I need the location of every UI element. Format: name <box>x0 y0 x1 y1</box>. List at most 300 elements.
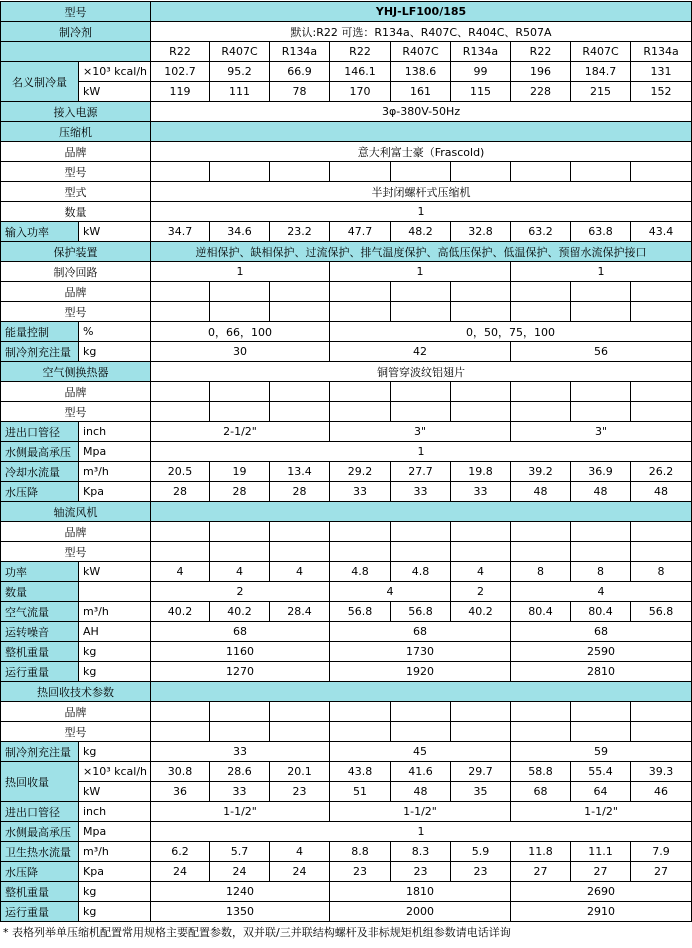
table-cell: 水压降 <box>1 482 79 502</box>
table-cell: 78 <box>270 82 330 102</box>
hr-flow-row <box>1 842 692 862</box>
hr-section-row <box>1 682 692 702</box>
empty-cell <box>270 382 330 402</box>
table-cell: 34.7 <box>151 222 210 242</box>
fan-count-row <box>1 582 692 602</box>
table-cell: 29.2 <box>330 462 391 482</box>
empty-cell <box>451 702 511 722</box>
table-cell: R407C <box>210 42 270 62</box>
table-cell: 整机重量 <box>1 882 79 902</box>
empty-cell <box>511 542 571 562</box>
table-cell: 2910 <box>511 902 692 922</box>
table-cell: 39.2 <box>511 462 571 482</box>
empty-cell <box>391 282 451 302</box>
air-hx-model-row <box>1 402 692 422</box>
empty-cell <box>391 162 451 182</box>
table-cell: 23 <box>270 782 330 802</box>
table-cell: 整机重量 <box>1 642 79 662</box>
empty-cell <box>270 302 330 322</box>
table-cell: kg <box>79 742 151 762</box>
table-cell: 215 <box>571 82 631 102</box>
empty-cell <box>451 402 511 422</box>
table-cell: 0，66，100 <box>151 322 330 342</box>
table-cell: 4 <box>330 582 451 602</box>
table-cell: 6.2 <box>151 842 210 862</box>
table-cell: 1160 <box>151 642 330 662</box>
empty-cell <box>330 702 391 722</box>
table-cell: 32.8 <box>451 222 511 242</box>
table-cell: 1 <box>511 262 692 282</box>
empty-cell <box>151 162 210 182</box>
hr-weight-row <box>1 882 692 902</box>
table-cell: 27 <box>511 862 571 882</box>
empty-cell <box>270 722 330 742</box>
empty-cell <box>151 402 210 422</box>
empty-cell <box>631 702 692 722</box>
table-cell: R134a <box>451 42 511 62</box>
table-cell: kg <box>79 882 151 902</box>
compressor-model-row <box>1 162 692 182</box>
table-cell: 27 <box>631 862 692 882</box>
empty-cell <box>571 302 631 322</box>
table-cell: 2810 <box>511 662 692 682</box>
table-cell: 热回收量 <box>1 762 79 802</box>
fan-op-weight-row <box>1 662 692 682</box>
model-label: 型号 <box>1 2 151 22</box>
empty-cell <box>451 722 511 742</box>
table-cell: 进出口管径 <box>1 422 79 442</box>
empty-cell <box>330 162 391 182</box>
table-cell: 4 <box>270 842 330 862</box>
empty-cell <box>571 522 631 542</box>
compressor-section-row <box>1 122 692 142</box>
table-cell: 27 <box>571 862 631 882</box>
table-cell: 55.4 <box>571 762 631 782</box>
air-hx-drop-row <box>1 482 692 502</box>
table-cell: 7.9 <box>631 842 692 862</box>
circuit-row <box>1 262 692 282</box>
circuit-brand-row <box>1 282 692 302</box>
table-cell: 5.7 <box>210 842 270 862</box>
table-cell: 卫生热水流量 <box>1 842 79 862</box>
table-cell: 半封闭螺杆式压缩机 <box>151 182 692 202</box>
empty-cell <box>330 282 391 302</box>
table-cell: 36 <box>151 782 210 802</box>
table-cell: 36.9 <box>571 462 631 482</box>
table-cell: 138.6 <box>391 62 451 82</box>
table-cell: 19 <box>210 462 270 482</box>
footnote: * 表格列举单压缩机配置常用规格主要配置参数，双并联/三并联结构螺杆及非标规矩机组参数请电话详询 <box>3 926 511 939</box>
table-cell: 48 <box>571 482 631 502</box>
circuit-model-row <box>1 302 692 322</box>
empty-cell <box>451 282 511 302</box>
empty-cell <box>511 302 571 322</box>
table-cell: 2000 <box>330 902 511 922</box>
table-cell: 3φ-380V-50Hz <box>151 102 692 122</box>
table-cell: 4 <box>151 562 210 582</box>
table-cell: 184.7 <box>571 62 631 82</box>
empty-cell <box>151 542 210 562</box>
table-cell: kW <box>79 222 151 242</box>
empty-cell <box>571 702 631 722</box>
empty-cell <box>631 302 692 322</box>
table-cell: R22 <box>511 42 571 62</box>
empty-cell <box>391 542 451 562</box>
air-hx-flow-row <box>1 462 692 482</box>
table-cell: 45 <box>330 742 511 762</box>
table-cell: 1 <box>151 202 692 222</box>
table-cell: 40.2 <box>451 602 511 622</box>
table-cell: 48 <box>511 482 571 502</box>
table-cell: 63.8 <box>571 222 631 242</box>
table-cell: 23 <box>330 862 391 882</box>
table-cell: 35 <box>451 782 511 802</box>
table-cell: 28 <box>210 482 270 502</box>
empty-cell <box>330 722 391 742</box>
table-cell: 20.1 <box>270 762 330 782</box>
table-cell: 56.8 <box>330 602 391 622</box>
table-cell: 28 <box>151 482 210 502</box>
hr-kcal-row <box>1 762 692 782</box>
empty-cell <box>330 522 391 542</box>
table-cell: 68 <box>511 782 571 802</box>
table-cell: 默认:R22 可选：R134a、R407C、R404C、R507A <box>151 22 692 42</box>
table-cell: 33 <box>391 482 451 502</box>
table-cell: 型号 <box>1 542 151 562</box>
table-cell: 空气侧换热器 <box>1 362 151 382</box>
empty-cell <box>631 162 692 182</box>
table-cell: 1270 <box>151 662 330 682</box>
refrigerant-header-row <box>1 42 692 62</box>
table-cell: 33 <box>330 482 391 502</box>
table-cell: 23 <box>391 862 451 882</box>
table-cell: kg <box>79 642 151 662</box>
hr-charge-row <box>1 742 692 762</box>
empty-cell <box>210 382 270 402</box>
table-cell: 46 <box>631 782 692 802</box>
empty-cell <box>631 722 692 742</box>
table-cell: 型式 <box>1 182 151 202</box>
table-cell: kW <box>79 82 151 102</box>
empty-cell <box>571 542 631 562</box>
empty-cell <box>330 542 391 562</box>
empty-cell <box>391 302 451 322</box>
empty-cell <box>270 702 330 722</box>
table-cell: 29.7 <box>451 762 511 782</box>
empty-cell <box>631 522 692 542</box>
empty-cell <box>330 382 391 402</box>
table-cell: 1 <box>151 262 330 282</box>
refrigerant-row <box>1 22 692 42</box>
air-hx-section-row <box>1 362 692 382</box>
table-cell: 制冷剂 <box>1 22 151 42</box>
empty-cell <box>391 722 451 742</box>
table-cell: 115 <box>451 82 511 102</box>
table-cell: R134a <box>631 42 692 62</box>
fan-noise-row <box>1 622 692 642</box>
table-cell: kW <box>79 782 151 802</box>
table-cell: 111 <box>210 82 270 102</box>
hr-op-weight-row <box>1 902 692 922</box>
empty-cell <box>511 522 571 542</box>
table-cell: 152 <box>631 82 692 102</box>
table-cell: 80.4 <box>571 602 631 622</box>
empty-cell <box>571 382 631 402</box>
table-cell: 28 <box>270 482 330 502</box>
table-cell: Kpa <box>79 862 151 882</box>
empty-cell <box>511 402 571 422</box>
empty-cell <box>151 522 210 542</box>
table-cell: 能量控制 <box>1 322 79 342</box>
table-cell: 11.1 <box>571 842 631 862</box>
table-cell: 99 <box>451 62 511 82</box>
hr-pressure-row <box>1 822 692 842</box>
cooling-kcal-row <box>1 62 692 82</box>
table-cell: 型号 <box>1 722 151 742</box>
table-cell: 64 <box>571 782 631 802</box>
table-cell: 59 <box>511 742 692 762</box>
table-cell: 制冷剂充注量 <box>1 742 79 762</box>
table-cell: 2 <box>151 582 330 602</box>
table-cell: 8.8 <box>330 842 391 862</box>
empty-cell <box>571 402 631 422</box>
air-hx-pressure-row <box>1 442 692 462</box>
table-cell: R22 <box>151 42 210 62</box>
protection-row <box>1 242 692 262</box>
table-cell: 1350 <box>151 902 330 922</box>
table-cell: 8 <box>511 562 571 582</box>
table-cell: 功率 <box>1 562 79 582</box>
table-cell: 冷却水流量 <box>1 462 79 482</box>
empty-cell <box>270 402 330 422</box>
table-cell: m³/h <box>79 602 151 622</box>
table-cell: 41.6 <box>391 762 451 782</box>
table-cell: 4 <box>270 562 330 582</box>
table-cell: 输入功率 <box>1 222 79 242</box>
empty-cell <box>151 722 210 742</box>
table-cell: 48 <box>391 782 451 802</box>
table-cell: 8 <box>631 562 692 582</box>
empty-cell <box>391 702 451 722</box>
compressor-brand-row <box>1 142 692 162</box>
table-cell: kg <box>79 902 151 922</box>
table-cell: kW <box>79 562 151 582</box>
table-cell: Mpa <box>79 822 151 842</box>
fan-brand-row <box>1 522 692 542</box>
table-cell: 56.8 <box>391 602 451 622</box>
empty-cell <box>210 542 270 562</box>
compressor-type-row <box>1 182 692 202</box>
power-supply-row <box>1 102 692 122</box>
empty-cell <box>210 722 270 742</box>
empty-cell <box>270 282 330 302</box>
table-cell: 意大利富士豪（Frascold) <box>151 142 692 162</box>
table-cell: 58.8 <box>511 762 571 782</box>
table-cell: 24 <box>151 862 210 882</box>
table-cell: 8 <box>571 562 631 582</box>
empty-cell <box>151 122 692 142</box>
table-cell: 1920 <box>330 662 511 682</box>
table-cell: 4 <box>511 582 692 602</box>
table-cell: 39.3 <box>631 762 692 782</box>
table-cell: 运行重量 <box>1 662 79 682</box>
table-cell: 4.8 <box>330 562 391 582</box>
empty-cell <box>451 302 511 322</box>
empty-cell <box>330 302 391 322</box>
table-cell: 19.8 <box>451 462 511 482</box>
table-cell: 28.6 <box>210 762 270 782</box>
empty-cell <box>571 722 631 742</box>
empty-cell <box>151 382 210 402</box>
table-cell: 1730 <box>330 642 511 662</box>
table-cell: R407C <box>391 42 451 62</box>
table-cell: 24 <box>210 862 270 882</box>
table-cell: 68 <box>511 622 692 642</box>
empty-cell <box>151 502 692 522</box>
table-cell: 56 <box>511 342 692 362</box>
table-cell: 品牌 <box>1 522 151 542</box>
empty-cell <box>511 722 571 742</box>
empty-cell <box>571 282 631 302</box>
empty-cell <box>151 302 210 322</box>
table-cell: AH <box>79 622 151 642</box>
fan-section-row <box>1 502 692 522</box>
hr-brand-row <box>1 702 692 722</box>
table-cell: 制冷剂充注量 <box>1 342 79 362</box>
table-cell: 33 <box>151 742 330 762</box>
empty-cell <box>391 522 451 542</box>
table-cell: 20.5 <box>151 462 210 482</box>
table-cell: 43.4 <box>631 222 692 242</box>
empty-cell <box>451 522 511 542</box>
empty-cell <box>511 162 571 182</box>
table-cell: 2690 <box>511 882 692 902</box>
table-cell: 13.4 <box>270 462 330 482</box>
table-cell: R22 <box>330 42 391 62</box>
table-cell: 4 <box>210 562 270 582</box>
table-cell: ×10³ kcal/h <box>79 762 151 782</box>
empty-cell <box>631 402 692 422</box>
table-cell: 逆相保护、缺相保护、过流保护、排气温度保护、高低压保护、低温保护、预留水流保护接口 <box>151 242 692 262</box>
table-cell: m³/h <box>79 842 151 862</box>
table-cell: 43.8 <box>330 762 391 782</box>
empty-cell <box>451 382 511 402</box>
table-cell: 2-1/2" <box>151 422 330 442</box>
empty-cell <box>210 522 270 542</box>
empty-cell <box>210 402 270 422</box>
empty-cell <box>79 582 151 602</box>
capacity-control-row <box>1 322 692 342</box>
table-cell: 24 <box>270 862 330 882</box>
title-row <box>1 2 692 22</box>
table-cell: 品牌 <box>1 142 151 162</box>
hr-kw-row <box>1 782 692 802</box>
table-cell: 1-1/2" <box>330 802 511 822</box>
table-cell: 水侧最高承压 <box>1 822 79 842</box>
table-cell: 146.1 <box>330 62 391 82</box>
table-cell: 铜管穿波纹铝翅片 <box>151 362 692 382</box>
cooling-kw-row <box>1 82 692 102</box>
hr-drop-row <box>1 862 692 882</box>
table-cell: 51 <box>330 782 391 802</box>
empty-cell <box>391 402 451 422</box>
fan-weight-row <box>1 642 692 662</box>
table-cell: 40.2 <box>151 602 210 622</box>
table-cell: 119 <box>151 82 210 102</box>
table-cell: 4 <box>451 562 511 582</box>
table-cell: ×10³ kcal/h <box>79 62 151 82</box>
table-cell: 63.2 <box>511 222 571 242</box>
empty-cell <box>330 402 391 422</box>
air-hx-brand-row <box>1 382 692 402</box>
table-cell: kg <box>79 342 151 362</box>
input-power-row <box>1 222 692 242</box>
table-cell: 品牌 <box>1 702 151 722</box>
empty-cell <box>270 542 330 562</box>
table-cell: 196 <box>511 62 571 82</box>
table-cell: 170 <box>330 82 391 102</box>
table-cell: 水侧最高承压 <box>1 442 79 462</box>
empty-cell <box>210 702 270 722</box>
table-cell: 品牌 <box>1 282 151 302</box>
table-cell: kg <box>79 662 151 682</box>
empty-cell <box>511 282 571 302</box>
table-cell: Mpa <box>79 442 151 462</box>
table-cell: 保护装置 <box>1 242 151 262</box>
table-cell: 空气流量 <box>1 602 79 622</box>
hr-model-row <box>1 722 692 742</box>
table-cell: 运转噪音 <box>1 622 79 642</box>
table-cell: 1 <box>151 442 692 462</box>
table-cell: 1810 <box>330 882 511 902</box>
table-cell: inch <box>79 802 151 822</box>
table-cell: 1 <box>330 262 511 282</box>
model-value: YHJ-LF100/185 <box>151 2 692 22</box>
table-cell: 30 <box>151 342 330 362</box>
table-cell: 11.8 <box>511 842 571 862</box>
empty-cell <box>151 702 210 722</box>
table-cell: 1 <box>151 822 692 842</box>
table-cell: 1-1/2" <box>511 802 692 822</box>
table-cell: 80.4 <box>511 602 571 622</box>
table-cell: 轴流风机 <box>1 502 151 522</box>
table-cell: R407C <box>571 42 631 62</box>
table-cell: 40.2 <box>210 602 270 622</box>
table-cell: 47.7 <box>330 222 391 242</box>
table-cell: 33 <box>451 482 511 502</box>
table-cell: 热回收技术参数 <box>1 682 151 702</box>
table-cell: 30.8 <box>151 762 210 782</box>
table-cell: 56.8 <box>631 602 692 622</box>
empty-cell <box>151 682 692 702</box>
table-cell: 水压降 <box>1 862 79 882</box>
empty-cell <box>631 542 692 562</box>
spec-table <box>0 1 692 922</box>
table-cell: 23 <box>451 862 511 882</box>
empty-cell <box>571 162 631 182</box>
table-cell: 161 <box>391 82 451 102</box>
empty-cell <box>511 702 571 722</box>
empty-cell <box>270 162 330 182</box>
fan-airflow-row <box>1 602 692 622</box>
table-cell: 68 <box>330 622 511 642</box>
table-cell: 型号 <box>1 402 151 422</box>
table-cell: 压缩机 <box>1 122 151 142</box>
table-cell: Kpa <box>79 482 151 502</box>
table-cell: 型号 <box>1 302 151 322</box>
table-cell: 228 <box>511 82 571 102</box>
table-cell: 33 <box>210 782 270 802</box>
